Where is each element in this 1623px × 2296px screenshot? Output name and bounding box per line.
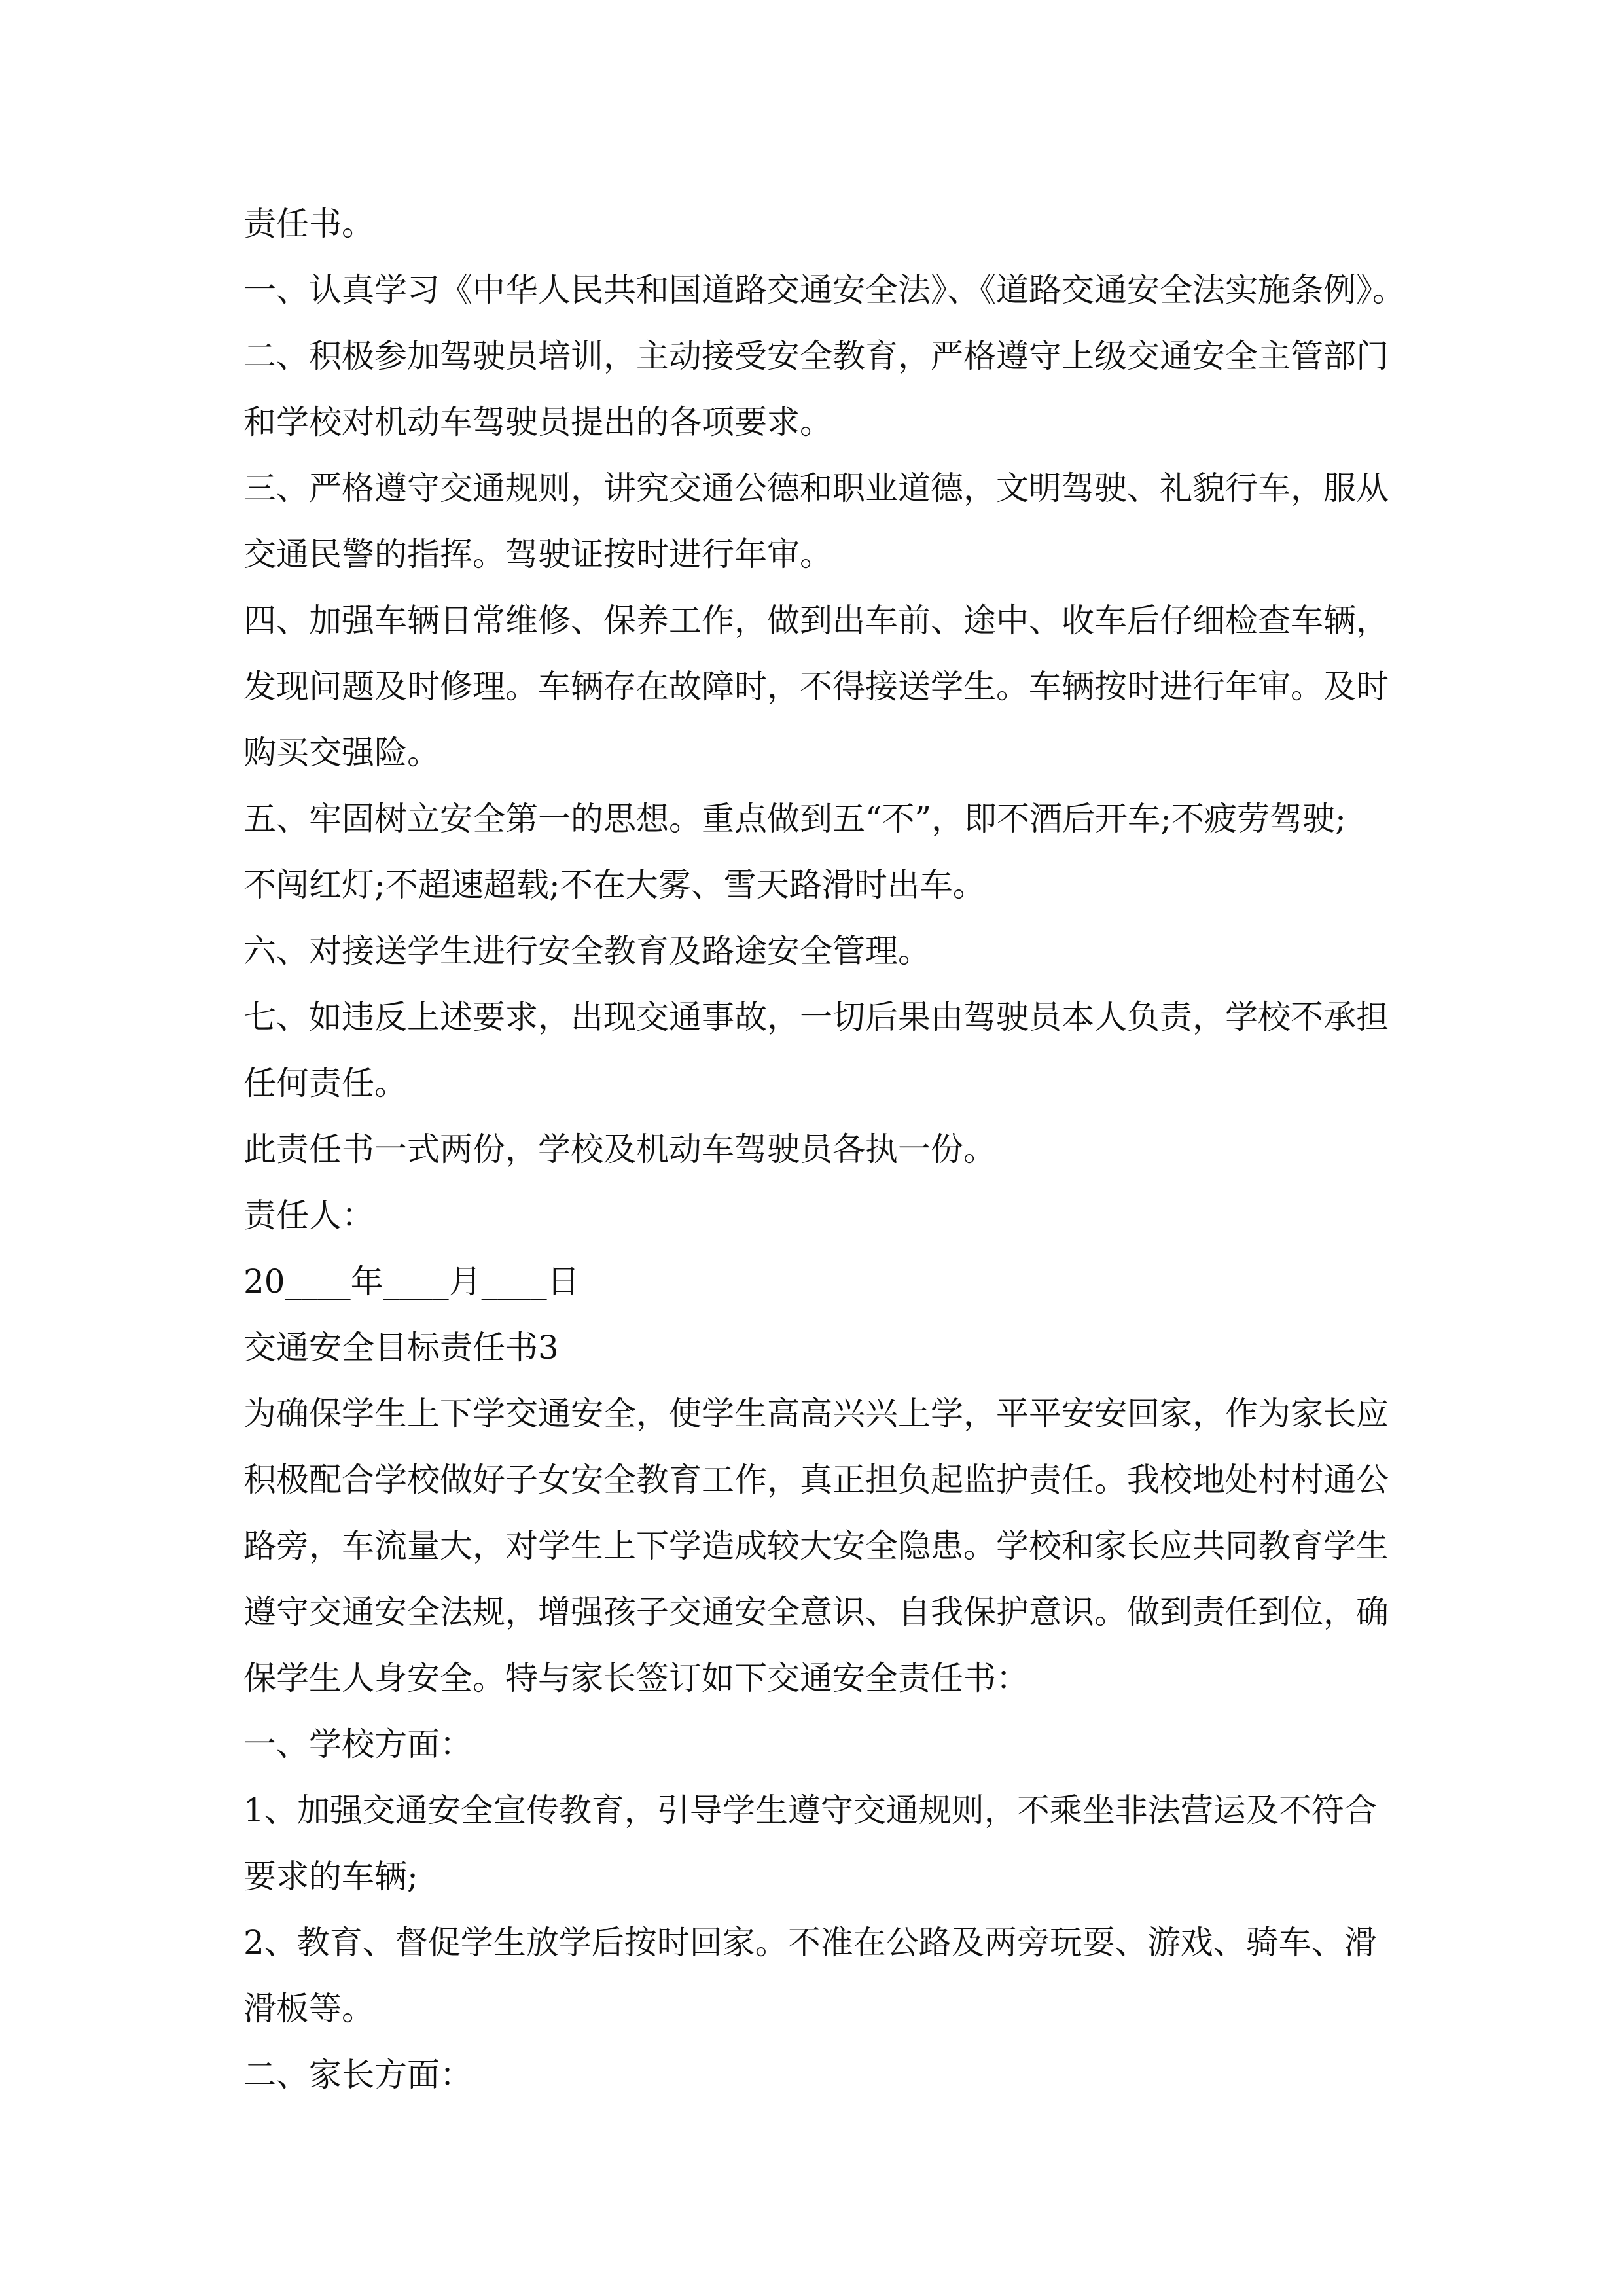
text-line: 要求的车辆; [243,1857,418,1895]
text-line: 五、牢固树立安全第一的思想。重点做到五“不”，即不酒后开车;不疲劳驾驶; [243,800,1346,838]
text-line: 不闯红灯;不超速超载;不在大雾、雪天路滑时出车。 [243,866,986,904]
text-line: 二、积极参加驾驶员培训，主动接受安全教育，严格遵守上级交通安全主管部门 [243,337,1389,375]
text-line: 路旁，车流量大，对学生上下学造成较大安全隐患。学校和家长应共同教育学生 [243,1527,1389,1565]
text-line: 和学校对机动车驾驶员提出的各项要求。 [243,403,832,441]
text-line: 积极配合学校做好子女安全教育工作，真正担负起监护责任。我校地处村村通公 [243,1461,1389,1499]
text-line: 此责任书一式两份，学校及机动车驾驶员各执一份。 [243,1130,996,1168]
subsection-heading: 二、家长方面： [243,2056,473,2094]
document-body [243,191,1405,2108]
text-line: 交通民警的指挥。驾驶证按时进行年审。 [243,535,832,573]
text-line: 任何责任。 [243,1064,407,1102]
text-line: 三、严格遵守交通规则，讲究交通公德和职业道德，文明驾驶、礼貌行车，服从 [243,469,1389,507]
text-line: 保学生人身安全。特与家长签订如下交通安全责任书： [243,1659,1029,1697]
subsection-heading: 一、学校方面： [243,1725,473,1763]
text-line: 为确保学生上下学交通安全，使学生高高兴兴上学，平平安安回家，作为家长应 [243,1395,1389,1433]
text-line: 2、教育、督促学生放学后按时回家。不准在公路及两旁玩耍、游戏、骑车、滑 [243,1924,1377,1962]
text-line: 滑板等。 [243,1990,374,2028]
text-line: 责任书。 [243,205,374,243]
text-line: 一、认真学习《中华人民共和国道路交通安全法》、《道路交通安全法实施条例》。 [243,271,1405,309]
text-line: 六、对接送学生进行安全教育及路途安全管理。 [243,932,931,970]
text-line: 七、如违反上述要求，出现交通事故，一切后果由驾驶员本人负责，学校不承担 [243,998,1389,1036]
section-title: 交通安全目标责任书3 [243,1329,559,1367]
text-line: 购买交强险。 [243,734,440,772]
text-line: 发现问题及时修理。车辆存在故障时，不得接送学生。车辆按时进行年审。及时 [243,668,1389,706]
signature-label: 责任人： [243,1196,374,1234]
text-line: 1、加强交通安全宣传教育，引导学生遵守交通规则，不乘坐非法营运及不符合 [243,1791,1377,1829]
date-line: 20____年____月____日 [243,1263,580,1300]
text-line: 遵守交通安全法规，增强孩子交通安全意识、自我保护意识。做到责任到位，确 [243,1593,1389,1631]
text-line: 四、加强车辆日常维修、保养工作，做到出车前、途中、收车后仔细检查车辆， [243,601,1389,639]
